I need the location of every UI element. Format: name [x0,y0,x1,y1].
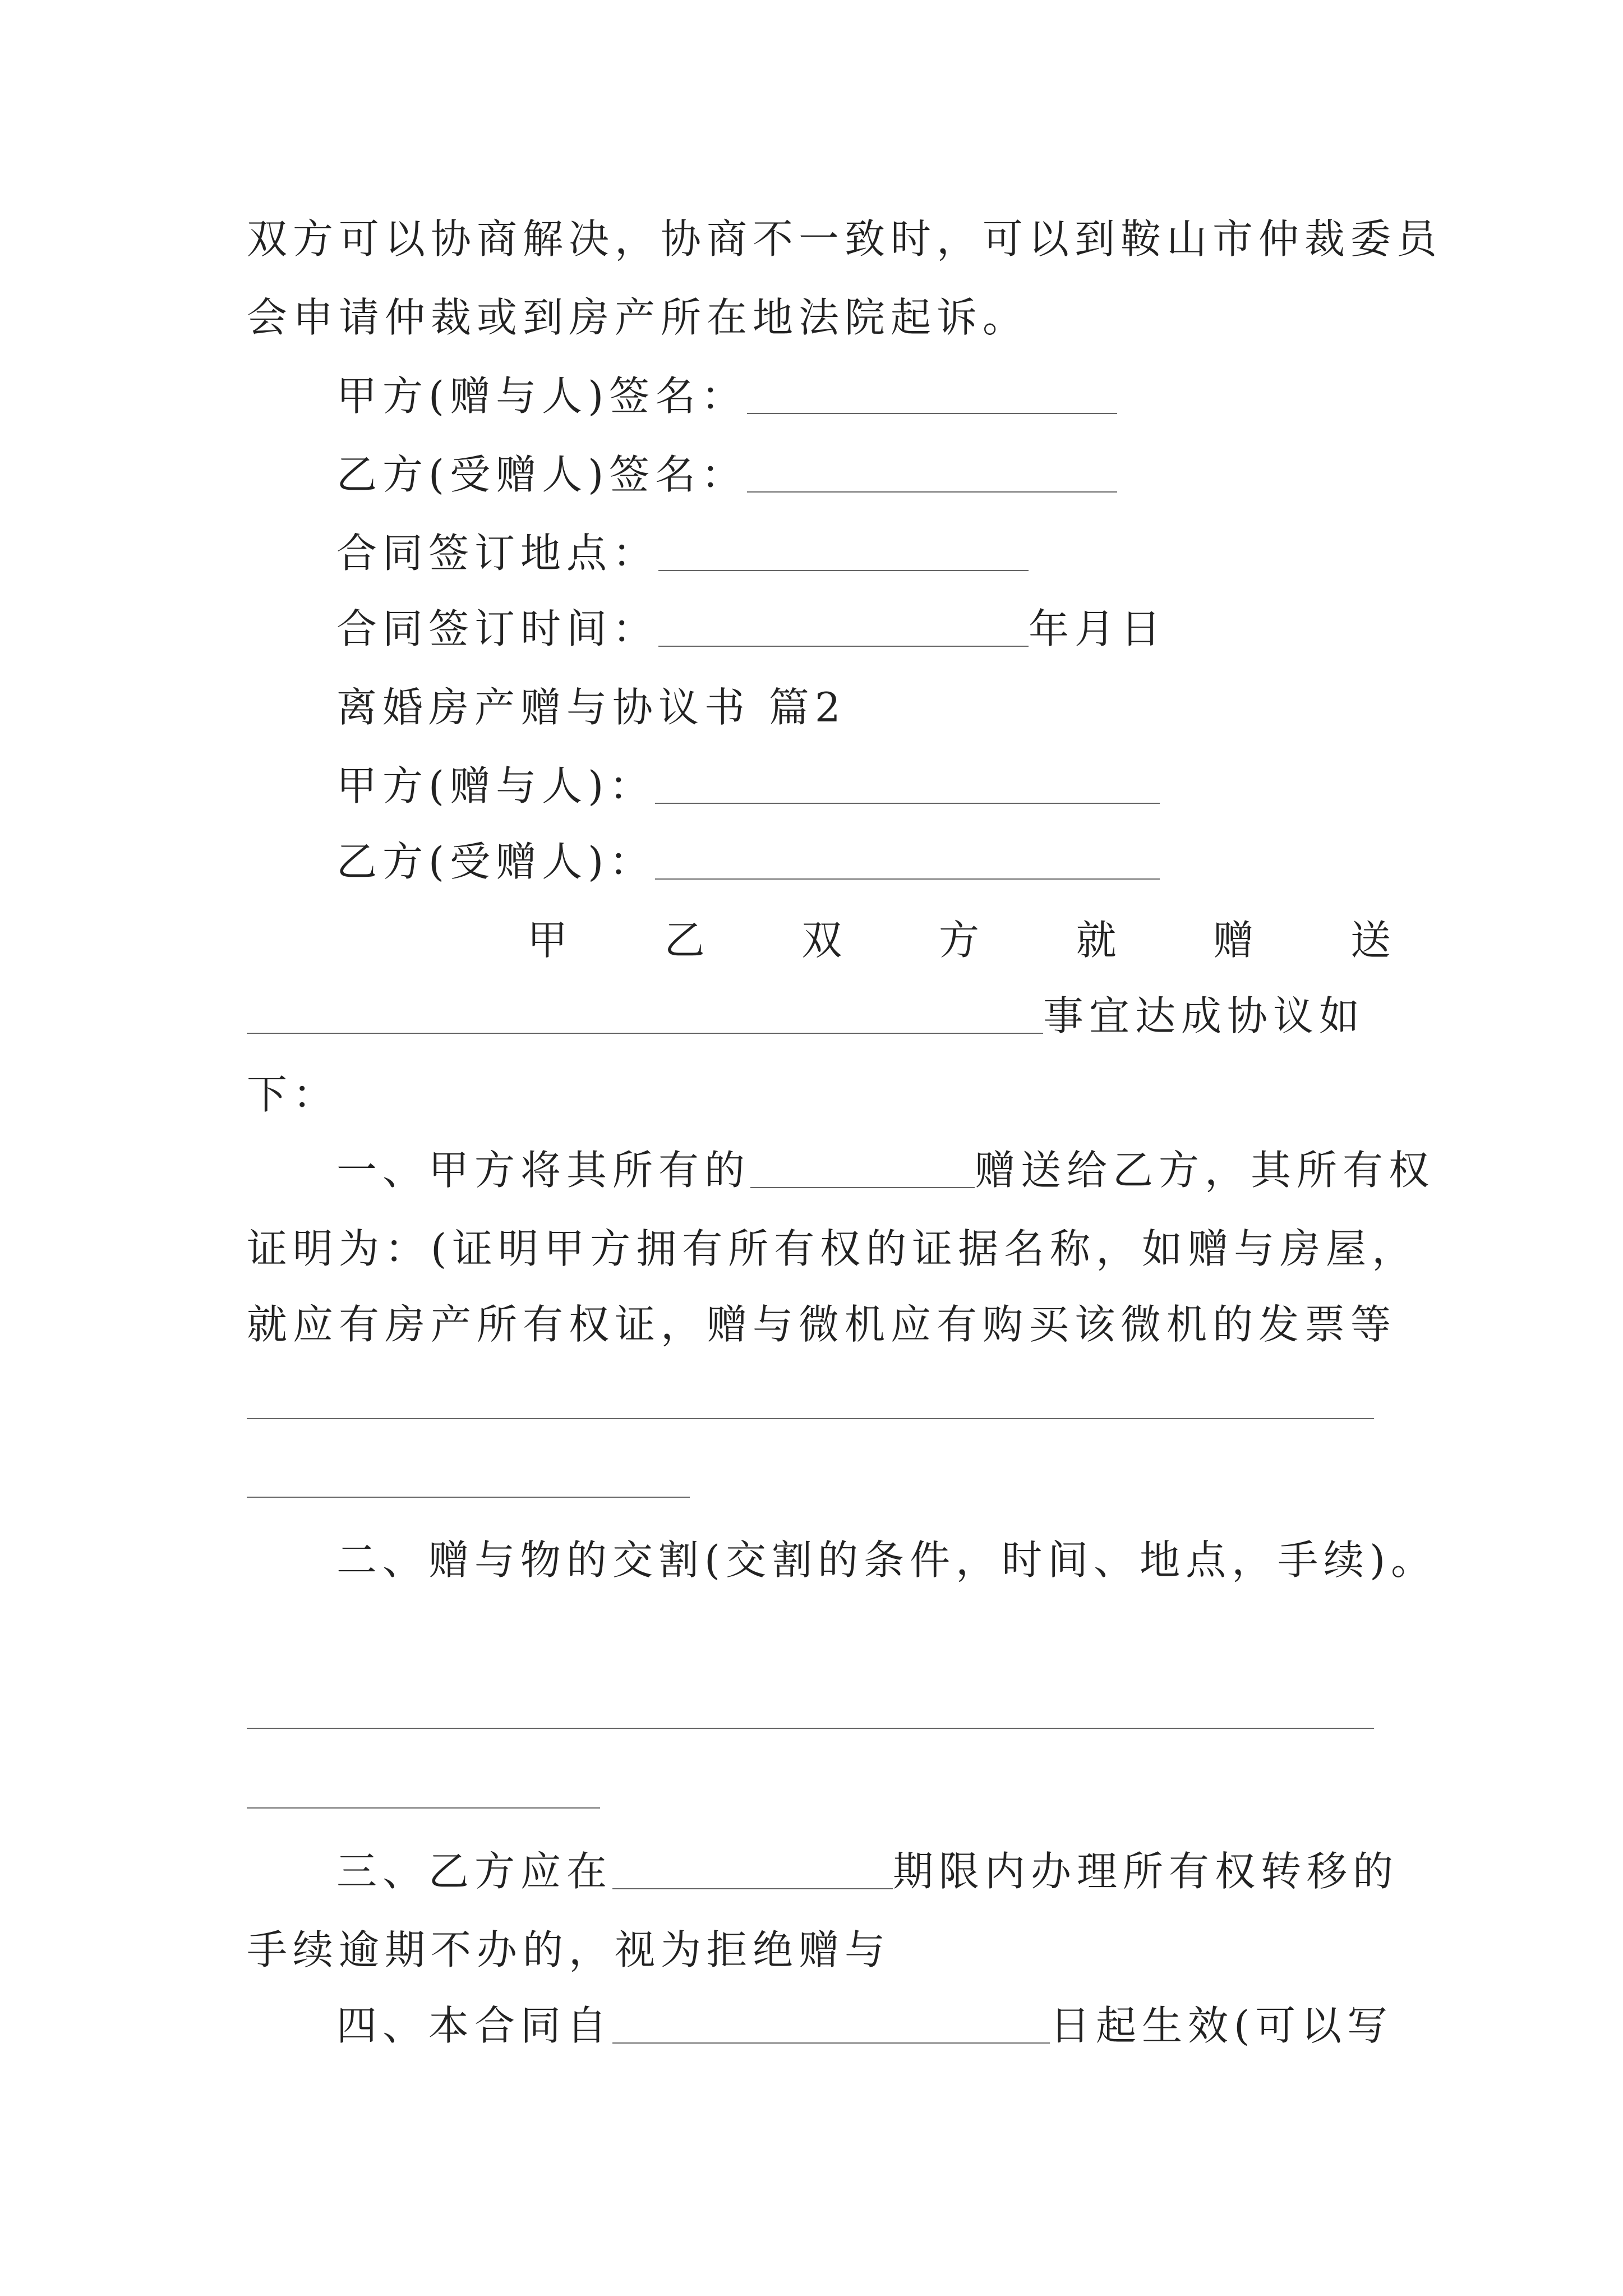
clause-three-suffix: 期限内办理所有权转移的 [893,1848,1399,1895]
clause-three-row [336,1848,1399,1895]
donor-signature-label: 甲方(赠与人)签名： [336,372,748,420]
clause-four-suffix: 日起生效(可以写 [1050,2002,1394,2049]
donor-signature-blank [747,379,1117,414]
donee-row [336,838,1160,885]
justified-char: 甲 [527,917,568,964]
paragraph-line: 二、赠与物的交割(交割的条件，时间、地点，手续)。 [336,1536,1437,1584]
donor-signature-row [336,372,1117,420]
fill-line [247,1728,1374,1729]
paragraph-line: 会申请仲裁或到房产所在地法院起诉。 [247,294,1029,341]
justified-char: 就 [1076,917,1117,964]
fill-line [247,1418,1374,1419]
donor-label: 甲方(赠与人)： [336,762,656,809]
clause-one-row [336,1147,1435,1194]
clause-three-blank [612,1855,893,1889]
paragraph-line: 下： [247,1071,339,1118]
contract-place-row [336,530,1029,577]
contract-place-blank [658,536,1029,571]
donee-signature-blank [747,458,1117,493]
justified-char: 方 [938,917,979,964]
section-heading: 离婚房产赠与协议书 篇2 [336,684,846,731]
contract-place-label: 合同签订地点： [336,530,659,577]
contract-time-label: 合同签订时间： [336,605,659,652]
donor-blank [655,769,1160,804]
justified-char: 赠 [1213,917,1254,964]
donee-blank [655,845,1160,880]
paragraph-line: 证明为：(证明甲方拥有所有权的证据名称，如赠与房屋， [247,1225,1418,1272]
donor-row [336,762,1160,809]
contract-time-suffix: 年月日 [1029,605,1167,652]
justified-char: 双 [801,917,842,964]
contract-time-row [336,605,1167,652]
clause-four-blank [612,2009,1050,2044]
fill-line [247,1807,600,1809]
clause-four-row [336,2002,1394,2049]
donee-signature-row [336,451,1117,498]
justified-char: 乙 [664,917,705,964]
fill-line [247,1497,690,1498]
clause-one-blank [750,1153,975,1188]
clause-four-label: 四、本合同自 [336,2002,613,2049]
paragraph-line: 双方可以协商解决，协商不一致时，可以到鞍山市仲裁委员 [247,215,1443,263]
donee-signature-label: 乙方(受赠人)签名： [336,451,748,498]
justified-char: 送 [1350,917,1391,964]
matter-suffix: 事宜达成协议如 [1043,992,1366,1039]
paragraph-line: 就应有房产所有权证，赠与微机应有购买该微机的发票等 [247,1301,1397,1348]
matter-row [247,992,1366,1039]
clause-three-label: 三、乙方应在 [336,1848,613,1895]
justified-line [527,917,1391,964]
matter-blank [247,999,1043,1034]
clause-one-suffix: 赠送给乙方，其所有权 [975,1147,1435,1194]
contract-time-blank [658,612,1029,647]
clause-one-label: 一、甲方将其所有的 [336,1147,751,1194]
donee-label: 乙方(受赠人)： [336,838,656,885]
paragraph-line: 手续逾期不办的，视为拒绝赠与 [247,1926,891,1973]
